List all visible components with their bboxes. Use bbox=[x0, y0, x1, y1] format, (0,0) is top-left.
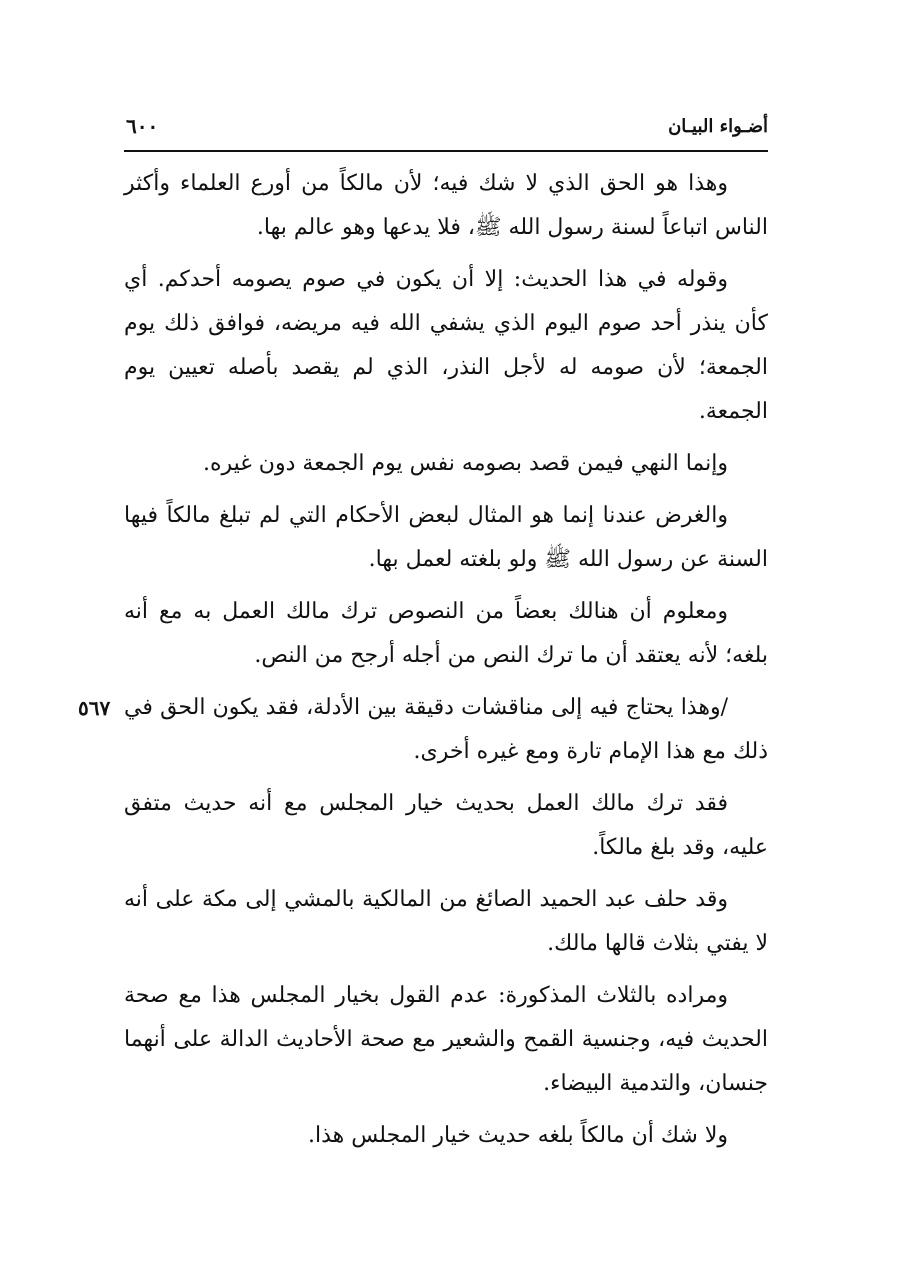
page-number: ٦٠٠ bbox=[126, 114, 159, 138]
paragraph: ولا شك أن مالكاً بلغه حديث خيار المجلس هذا. bbox=[308, 1123, 728, 1148]
paragraph: وقوله في هذا الحديث: إلا أن يكون في صوم يصومه أحدكم. أي كأن ينذر أحد صوم اليوم الذي يشفي الله فيه مريضه، فوافق ذلك يوم الجمعة؛ لأن صومه له لأجل النذر، الذي لم يقصد بأصله تعيين يوم الجمعة. bbox=[124, 267, 768, 424]
paragraph: وإنما النهي فيمن قصد بصومه نفس يوم الجمعة دون غيره. bbox=[203, 451, 728, 476]
paragraph: ومعلوم أن هنالك بعضاً من النصوص ترك مالك العمل به مع أنه بلغه؛ لأنه يعتقد أن ما ترك النص من أجله أرجح من النص. bbox=[124, 599, 768, 668]
marginal-page-number: ٥٦٧ bbox=[78, 696, 111, 720]
marked-paragraph-wrapper bbox=[78, 686, 768, 774]
paragraph: فقد ترك مالك العمل بحديث خيار المجلس مع أنه حديث متفق عليه، وقد بلغ مالكاً. bbox=[124, 791, 768, 860]
book-title: أضـواء البيـان bbox=[668, 116, 768, 137]
paragraph: ومراده بالثلاث المذكورة: عدم القول بخيار المجلس هذا مع صحة الحديث فيه، وجنسية القمح والشعير مع صحة الأحاديث الدالة على أنهما جنسان، والتدمية البيضاء. bbox=[124, 983, 768, 1096]
paragraph: وقد حلف عبد الحميد الصائغ من المالكية بالمشي إلى مكة على أنه لا يفتي بثلاث قالها مالك. bbox=[124, 887, 768, 956]
paragraph: /وهذا يحتاج فيه إلى مناقشات دقيقة بين الأدلة، فقد يكون الحق في ذلك مع هذا الإمام تارة ومع غيره أخرى. bbox=[124, 695, 768, 764]
paragraph: والغرض عندنا إنما هو المثال لبعض الأحكام التي لم تبلغ مالكاً فيها السنة عن رسول الله ﷺ ولو بلغته لعمل بها. bbox=[124, 503, 768, 572]
running-header bbox=[124, 112, 768, 148]
header-divider bbox=[124, 150, 768, 152]
main-text bbox=[78, 162, 768, 1166]
paragraph: وهذا هو الحق الذي لا شك فيه؛ لأن مالكاً من أورع العلماء وأكثر الناس اتباعاً لسنة رسول الله ﷺ، فلا يدعها وهو عالم بها. bbox=[124, 171, 768, 240]
